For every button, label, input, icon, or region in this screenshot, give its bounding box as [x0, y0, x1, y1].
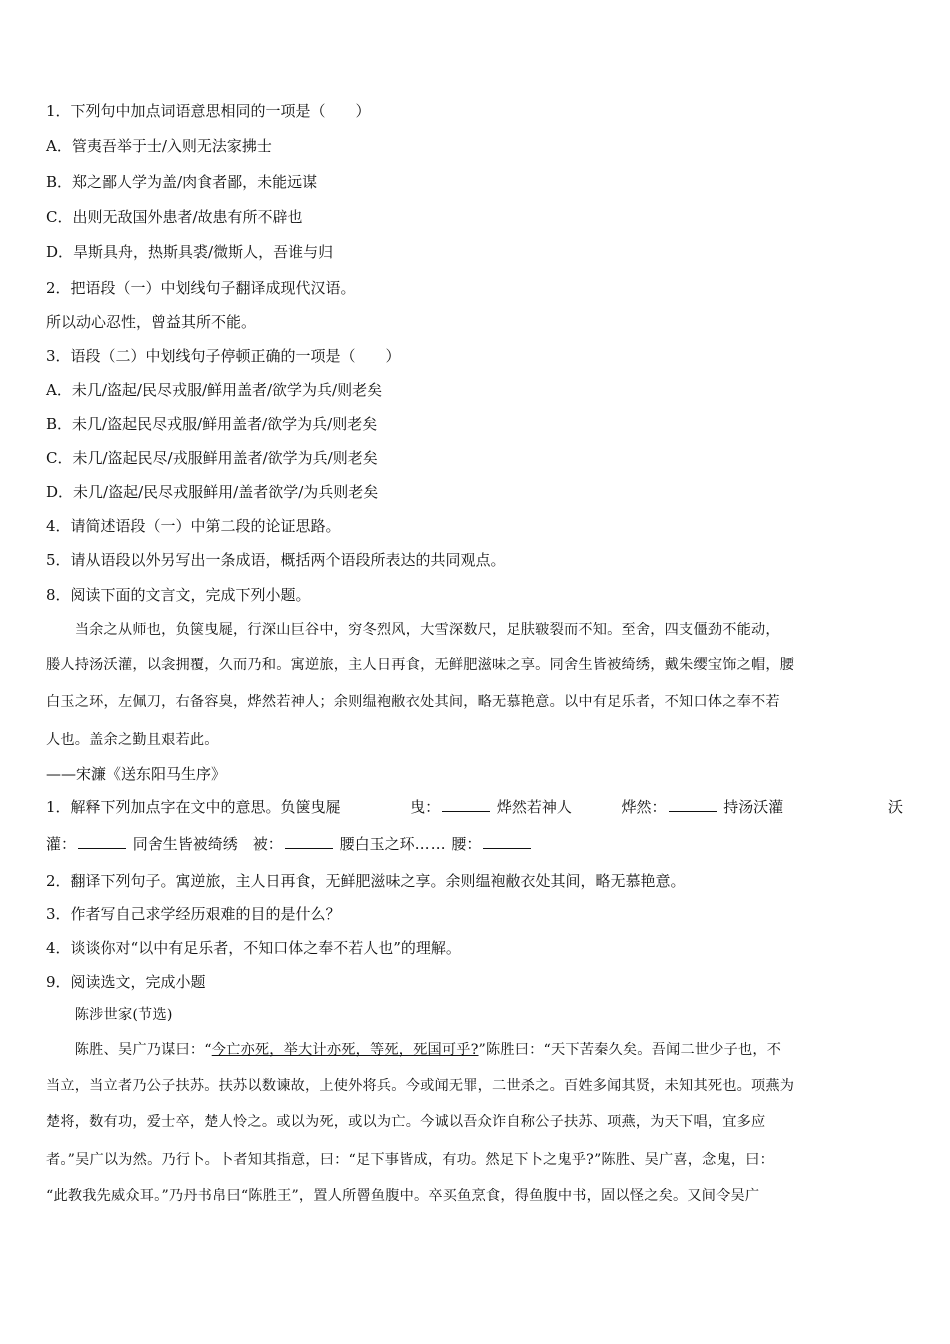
- passage-2-text: 陈胜、吴广乃谋曰：“: [46, 1042, 212, 1058]
- passage-2-title: 陈涉世家(节选): [46, 1007, 173, 1023]
- option-a: A．管夷吾举于士/入则无法家拂士: [46, 137, 272, 155]
- q8-1-phrase-2: 烨然若神人: [496, 798, 572, 816]
- passage-2-line-4: 者。”吴广以为然。乃行卜。卜者知其指意，曰：“足下事皆成，有功。然足下卜之鬼乎?”陈胜、吴广喜，念鬼，曰：: [46, 1152, 775, 1168]
- question-5: 5．请从语段以外另写出一条成语，概括两个语段所表达的共同观点。: [46, 551, 506, 569]
- passage-2-line-5: “此教我先威众耳。”乃丹书帛曰“陈胜王”，置人所罾鱼腹中。卒买鱼烹食，得鱼腹中书，固以怪之矣。又间令吴广: [46, 1188, 760, 1204]
- passage-2-text: ”陈胜曰：“天下苦秦久矣。吾闻二世少子也，不: [478, 1042, 782, 1058]
- question-2: 2．把语段（一）中划线句子翻译成现代汉语。: [46, 279, 356, 297]
- q8-3: 3．作者写自己求学经历艰难的目的是什么？: [46, 905, 341, 923]
- q8-1-label-guan: 灌：: [46, 835, 77, 853]
- answer-blank[interactable]: [442, 797, 490, 812]
- q8-1-label-ye: 曳：: [410, 798, 441, 816]
- question-4: 4．请简述语段（一）中第二段的论证思路。: [46, 517, 341, 535]
- q3-option-c: C．未几/盗起民尽/戎服鲜用盖者/欲学为兵/则老矣: [46, 449, 378, 467]
- option-b: B．郑之鄙人学为盖/肉食者鄙，未能远谋: [46, 173, 318, 191]
- passage-source: ——宋濂《送东阳马生序》: [46, 765, 227, 783]
- passage-line-3: 白玉之环，左佩刀，右备容臭，烨然若神人；余则缊袍敝衣处其间，略无慕艳意。以中有足乐者，不知口体之奉不若: [46, 694, 780, 710]
- q8-1-label-yeran: 烨然：: [621, 798, 667, 816]
- q3-option-d: D．未几/盗起/民尽戎服鲜用/盖者欲学/为兵则老矣: [46, 483, 379, 501]
- passage-2-line-2: 当立，当立者乃公子扶苏。扶苏以数谏故，上使外将兵。今或闻无罪，二世杀之。百姓多闻其贤，未知其死也。项燕为: [46, 1078, 795, 1094]
- emphasis-dots: ……: [414, 835, 447, 853]
- q8-2: 2．翻译下列句子。寓逆旅，主人日再食，无鲜肥滋味之享。余则缊袍敝衣处其间，略无慕艳意。: [46, 872, 686, 890]
- answer-blank[interactable]: [285, 834, 333, 849]
- section-8-heading: 8．阅读下面的文言文，完成下列小题。: [46, 586, 311, 604]
- q8-1-line-1: [46, 797, 783, 817]
- q8-1-phrase-5: 腰白玉之环: [339, 835, 415, 853]
- option-c: C．出则无敌国外患者/故患有所不辟也: [46, 208, 303, 226]
- option-d: D．旱斯具舟，热斯具裘/微斯人，吾谁与归: [46, 243, 334, 261]
- q8-1-phrase-4: 同舍生皆被绮绣 被：: [132, 835, 283, 853]
- passage-line-2: 媵人持汤沃灌，以衾拥覆，久而乃和。寓逆旅，主人日再食，无鲜肥滋味之享。同舍生皆被绮绣，戴朱缨宝饰之帽，腰: [46, 657, 795, 673]
- question-3: 3．语段（二）中划线句子停顿正确的一项是（ ）: [46, 347, 401, 365]
- underlined-sentence: 今亡亦死，举大计亦死，等死，死国可乎?: [211, 1042, 479, 1058]
- q8-1-prompt: 1．解释下列加点字在文中的意思。负箧曳屣: [46, 798, 341, 816]
- answer-blank[interactable]: [78, 834, 126, 849]
- q8-1-phrase-3: 持汤沃灌: [723, 798, 784, 816]
- q3-option-a: A．未几/盗起/民尽戎服/鲜用盖者/欲学为兵/则老矣: [46, 381, 383, 399]
- q8-4: 4．谈谈你对“以中有足乐者，不知口体之奉不若人也”的理解。: [46, 939, 461, 957]
- translation-sentence: 所以动心忍性，曾益其所不能。: [46, 313, 257, 331]
- q3-option-b: B．未几/盗起民尽戎服/鲜用盖者/欲学为兵/则老矣: [46, 415, 378, 433]
- q8-1-line-2: [46, 834, 533, 854]
- section-9-heading: 9．阅读选文，完成小题: [46, 973, 206, 991]
- passage-2-line-3: 楚将，数有功，爱士卒，楚人怜之。或以为死，或以为亡。今诚以吾众诈自称公子扶苏、项燕，为天下唱，宜多应: [46, 1114, 766, 1130]
- passage-line-1: 当余之从师也，负箧曳屣，行深山巨谷中，穷冬烈风，大雪深数尺，足肤皲裂而不知。至舍，四支僵劲不能动，: [46, 622, 780, 638]
- passage-2-line-1: [46, 1040, 781, 1060]
- question-1: 1．下列句中加点词语意思相同的一项是（ ）: [46, 102, 371, 120]
- passage-line-4: 人也。盖余之勤且艰若此。: [46, 732, 219, 748]
- q8-1-label-wo: 沃: [888, 798, 904, 816]
- answer-blank[interactable]: [669, 797, 717, 812]
- q8-1-label-yao: 腰：: [451, 835, 482, 853]
- answer-blank[interactable]: [483, 834, 531, 849]
